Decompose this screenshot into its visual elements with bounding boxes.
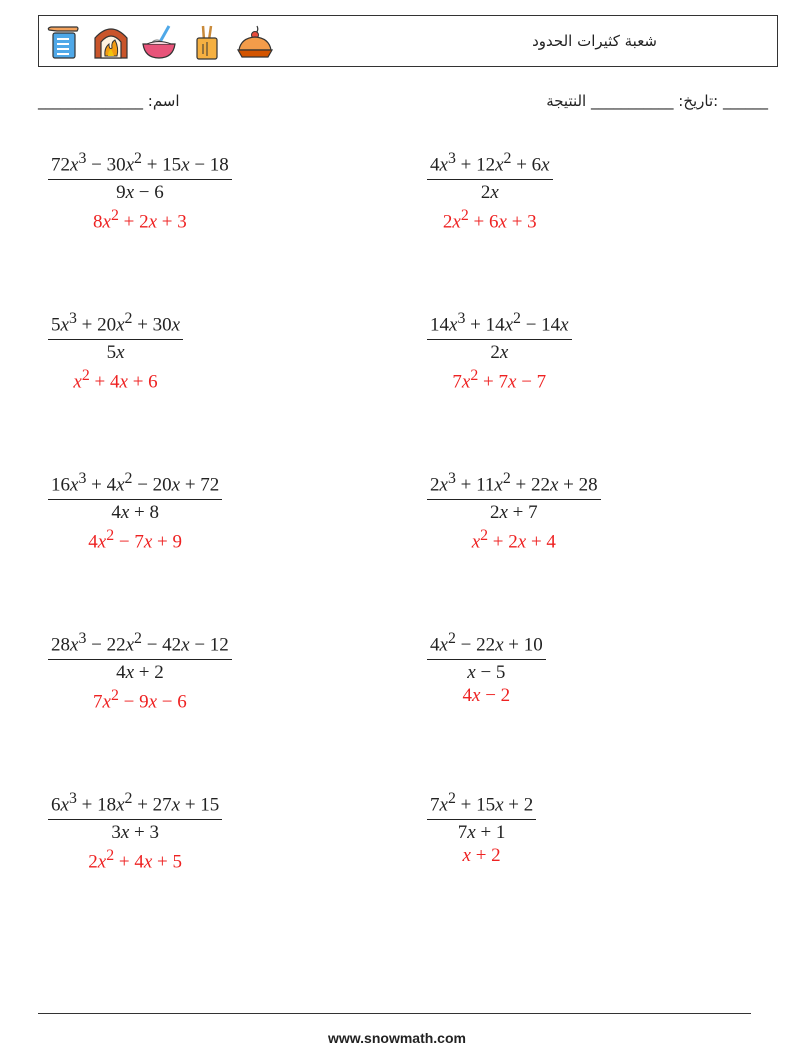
problem-8 [427, 627, 546, 708]
answer: $7x^2 - 9x - 6$ [93, 687, 187, 713]
denominator: 3x + 3 [111, 822, 159, 844]
denominator: 7x + 1 [457, 822, 506, 844]
numerator: $16x^3 + 4x^2 - 20x + 72$ [48, 467, 222, 500]
measuring-cup-icon [43, 22, 83, 62]
numerator: $4x^3 + 12x^2 + 6x$ [427, 147, 553, 180]
fraction [48, 787, 222, 875]
numerator: $4x^2 - 22x + 10$ [427, 627, 546, 660]
numerator: $28x^3 - 22x^2 - 42x - 12$ [48, 627, 232, 660]
worksheet-header [38, 15, 778, 67]
answer: x + 2 [462, 845, 501, 867]
problem-2 [427, 147, 553, 235]
fraction [427, 307, 572, 395]
numerator: $6x^3 + 18x^2 + 27x + 15$ [48, 787, 222, 820]
date-score-field: ______ :تاريخ: ___________ النتيجة [546, 92, 768, 110]
answer: $4x^2 - 7x + 9$ [88, 527, 183, 553]
utensil-jar-icon [187, 22, 227, 62]
footer-divider [38, 1013, 751, 1014]
answer: $8x^2 + 2x + 3$ [93, 207, 187, 233]
denominator: 9x − 6 [116, 182, 164, 204]
numerator: $7x^2 + 15x + 2$ [427, 787, 536, 820]
name-field: ______________ :اسم [38, 92, 180, 110]
denominator: 2x [490, 342, 509, 364]
denominator: 2x + 7 [489, 502, 538, 524]
cherry-pie-icon [235, 22, 275, 62]
denominator: 4x + 2 [116, 662, 164, 684]
denominator: 5x [106, 342, 125, 364]
denominator: 4x + 8 [111, 502, 159, 524]
fraction [427, 627, 546, 708]
problem-4 [427, 307, 572, 395]
problem-1 [48, 147, 232, 235]
fraction [427, 467, 601, 555]
problem-6 [427, 467, 601, 555]
numerator: $72x^3 - 30x^2 + 15x - 18$ [48, 147, 232, 180]
problem-9 [48, 787, 222, 875]
problem-5 [48, 467, 222, 555]
header-icons [43, 22, 275, 62]
fraction [48, 627, 232, 715]
mixing-bowl-whisk-icon [139, 22, 179, 62]
problem-7 [48, 627, 232, 715]
numerator: $2x^3 + 11x^2 + 22x + 28$ [427, 467, 601, 500]
answer: 4x − 2 [462, 685, 511, 707]
answer: $2x^2 + 4x + 5$ [88, 847, 183, 873]
fraction [427, 147, 553, 235]
fraction [427, 787, 536, 868]
denominator: 2x [480, 182, 499, 204]
problem-3 [48, 307, 183, 395]
fraction [48, 147, 232, 235]
problem-10 [427, 787, 536, 868]
fraction [48, 307, 183, 395]
worksheet-title: شعبة كثيرات الحدود [532, 32, 657, 50]
answer: $2x^2 + 6x + 3$ [442, 207, 537, 233]
denominator: x − 5 [467, 662, 506, 684]
fraction [48, 467, 222, 555]
footer-url: www.snowmath.com [328, 1030, 466, 1046]
answer: $x^2 + 2x + 4$ [471, 527, 556, 553]
answer: $7x^2 + 7x - 7$ [452, 367, 547, 393]
numerator: $14x^3 + 14x^2 - 14x$ [427, 307, 572, 340]
answer: $x^2 + 4x + 6$ [73, 367, 158, 393]
fireplace-oven-icon [91, 22, 131, 62]
numerator: $5x^3 + 20x^2 + 30x$ [48, 307, 183, 340]
